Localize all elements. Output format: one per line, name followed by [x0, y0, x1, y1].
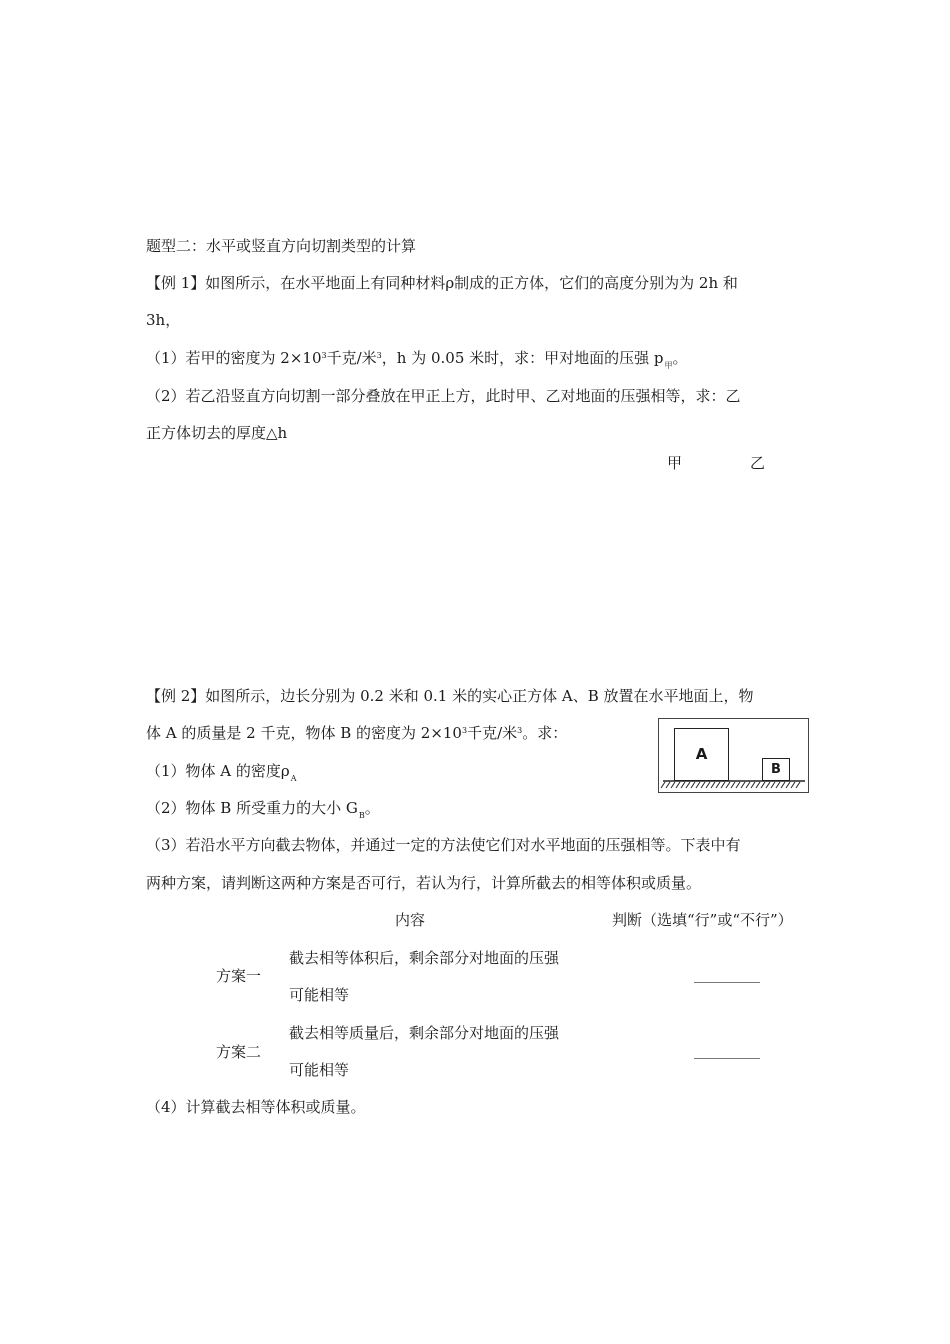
plan2-answer-blank[interactable] — [694, 1058, 760, 1059]
section-title: 题型二：水平或竖直方向切割类型的计算 — [146, 237, 417, 255]
example1-line2: 3h， — [146, 311, 181, 329]
cube-b: B — [762, 758, 790, 781]
example1-question2-line2: 正方体切去的厚度△h — [146, 424, 288, 442]
example2-line2: 体 A 的质量是 2 千克，物体 B 的密度为 $2\times 10^3$千克/米$^3$。求： — [146, 724, 568, 742]
example2-line1: 【例 2】如图所示，边长分别为 0.2 米和 0.1 米的实心正方体 A、B 放置在水平地面上，物 — [146, 687, 754, 705]
example2-question1: （1）物体 A 的密度$\rho_A$ — [146, 762, 297, 783]
label-yi: 乙 — [750, 454, 766, 472]
plan1-answer-blank[interactable] — [694, 982, 760, 983]
ground-hatching — [659, 780, 808, 792]
example1-line1: 【例 1】如图所示，在水平地面上有同种材料ρ制成的正方体，它们的高度分别为为 2h 和 — [146, 274, 738, 292]
cube-a: A — [674, 728, 729, 781]
plan2-name: 方案二 — [216, 1043, 262, 1061]
example1-question1: （1）若甲的密度为 $2\times 10^3$千克/米$^3$，h 为 0.05 米时，求：甲对地面的压强 $p_甲$。 — [146, 349, 688, 370]
example2-question3-line1: （3）若沿水平方向截去物体，并通过一定的方法使它们对水平地面的压强相等。下表中有 — [146, 836, 741, 854]
table-header-judge: 判断（选填“行”或“不行”） — [612, 911, 793, 929]
example1-question2-line1: （2）若乙沿竖直方向切割一部分叠放在甲正上方，此时甲、乙对地面的压强相等，求：乙 — [146, 387, 741, 405]
plan2-content-line2: 可能相等 — [289, 1061, 350, 1079]
cubes-figure — [658, 718, 809, 793]
example2-question3-line2: 两种方案，请判断这两种方案是否可行，若认为行，计算所截去的相等体积或质量。 — [146, 874, 702, 892]
plan2-content-line1: 截去相等质量后，剩余部分对地面的压强 — [289, 1024, 560, 1042]
table-header-content: 内容 — [395, 911, 426, 929]
label-jia: 甲 — [667, 454, 683, 472]
plan1-content-line2: 可能相等 — [289, 986, 350, 1004]
plan1-name: 方案一 — [216, 967, 262, 985]
example2-question4: （4）计算截去相等体积或质量。 — [146, 1098, 366, 1116]
plan1-content-line1: 截去相等体积后，剩余部分对地面的压强 — [289, 949, 560, 967]
example2-question2: （2）物体 B 所受重力的大小 $G_B$。 — [146, 799, 380, 820]
